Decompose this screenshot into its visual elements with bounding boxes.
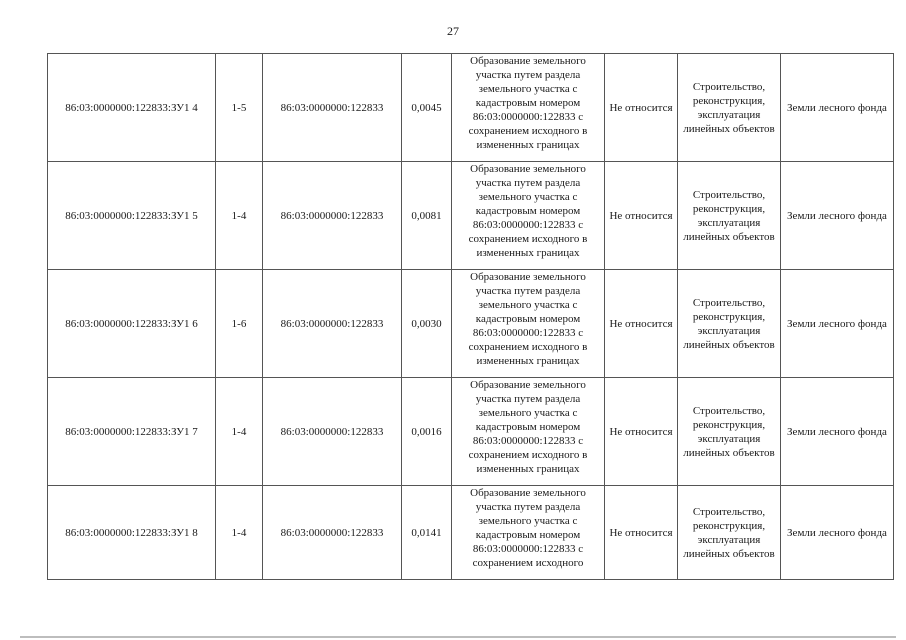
relation-cell: Не относится <box>605 378 678 486</box>
description-cell <box>452 54 605 162</box>
table-row <box>48 54 894 162</box>
source-cadastral-cell: 86:03:0000000:122833 <box>263 378 402 486</box>
table-row <box>48 270 894 378</box>
description-text: Образование земельного участка путем раздела земельного участка с кадастровым номером 86:03:0000000:122833 с сохранением исходного в измененных границах <box>468 163 588 259</box>
contour-cell: 1-6 <box>216 270 263 378</box>
plot-designation-cell: 86:03:0000000:122833:ЗУ1 8 <box>48 486 216 580</box>
relation-cell: Не относится <box>605 162 678 270</box>
relation-cell: Не относится <box>605 486 678 580</box>
source-cadastral-cell: 86:03:0000000:122833 <box>263 486 402 580</box>
source-cadastral-cell: 86:03:0000000:122833 <box>263 270 402 378</box>
page-number: 27 <box>447 24 459 38</box>
plot-designation-cell: 86:03:0000000:122833:ЗУ1 6 <box>48 270 216 378</box>
source-cadastral-cell: 86:03:0000000:122833 <box>263 54 402 162</box>
permitted-use-cell: Строительство, реконструкция, эксплуатация линейных объектов <box>678 486 781 580</box>
table-row <box>48 378 894 486</box>
description-cell <box>452 162 605 270</box>
permitted-use-cell: Строительство, реконструкция, эксплуатация линейных объектов <box>678 54 781 162</box>
source-cadastral-cell: 86:03:0000000:122833 <box>263 162 402 270</box>
area-cell: 0,0030 <box>402 270 452 378</box>
contour-cell: 1-4 <box>216 162 263 270</box>
land-category-cell: Земли лесного фонда <box>781 486 894 580</box>
description-cell <box>452 378 605 486</box>
contour-cell: 1-5 <box>216 54 263 162</box>
table-row <box>48 162 894 270</box>
plot-designation-cell: 86:03:0000000:122833:ЗУ1 4 <box>48 54 216 162</box>
land-category-cell: Земли лесного фонда <box>781 270 894 378</box>
description-cell <box>452 486 605 580</box>
description-text: Образование земельного участка путем раздела земельного участка с кадастровым номером 86:03:0000000:122833 с сохранением исходного <box>470 487 586 569</box>
contour-cell: 1-4 <box>216 378 263 486</box>
land-category-cell: Земли лесного фонда <box>781 54 894 162</box>
area-cell: 0,0141 <box>402 486 452 580</box>
land-category-cell: Земли лесного фонда <box>781 162 894 270</box>
relation-cell: Не относится <box>605 270 678 378</box>
area-cell: 0,0045 <box>402 54 452 162</box>
description-cell <box>452 270 605 378</box>
plot-designation-cell: 86:03:0000000:122833:ЗУ1 7 <box>48 378 216 486</box>
permitted-use-cell: Строительство, реконструкция, эксплуатация линейных объектов <box>678 162 781 270</box>
land-plots-table <box>47 53 894 580</box>
table-row <box>48 486 894 580</box>
plot-designation-cell: 86:03:0000000:122833:ЗУ1 5 <box>48 162 216 270</box>
area-cell: 0,0081 <box>402 162 452 270</box>
description-text: Образование земельного участка путем раздела земельного участка с кадастровым номером 86:03:0000000:122833 с сохранением исходного в измененных границах <box>468 379 588 475</box>
description-text: Образование земельного участка путем раздела земельного участка с кадастровым номером 86:03:0000000:122833 с сохранением исходного в измененных границах <box>468 271 588 367</box>
land-category-cell: Земли лесного фонда <box>781 378 894 486</box>
relation-cell: Не относится <box>605 54 678 162</box>
description-text: Образование земельного участка путем раздела земельного участка с кадастровым номером 86:03:0000000:122833 с сохранением исходного в измененных границах <box>468 55 588 151</box>
permitted-use-cell: Строительство, реконструкция, эксплуатация линейных объектов <box>678 378 781 486</box>
permitted-use-cell: Строительство, реконструкция, эксплуатация линейных объектов <box>678 270 781 378</box>
area-cell: 0,0016 <box>402 378 452 486</box>
contour-cell: 1-4 <box>216 486 263 580</box>
bottom-divider <box>20 636 896 638</box>
